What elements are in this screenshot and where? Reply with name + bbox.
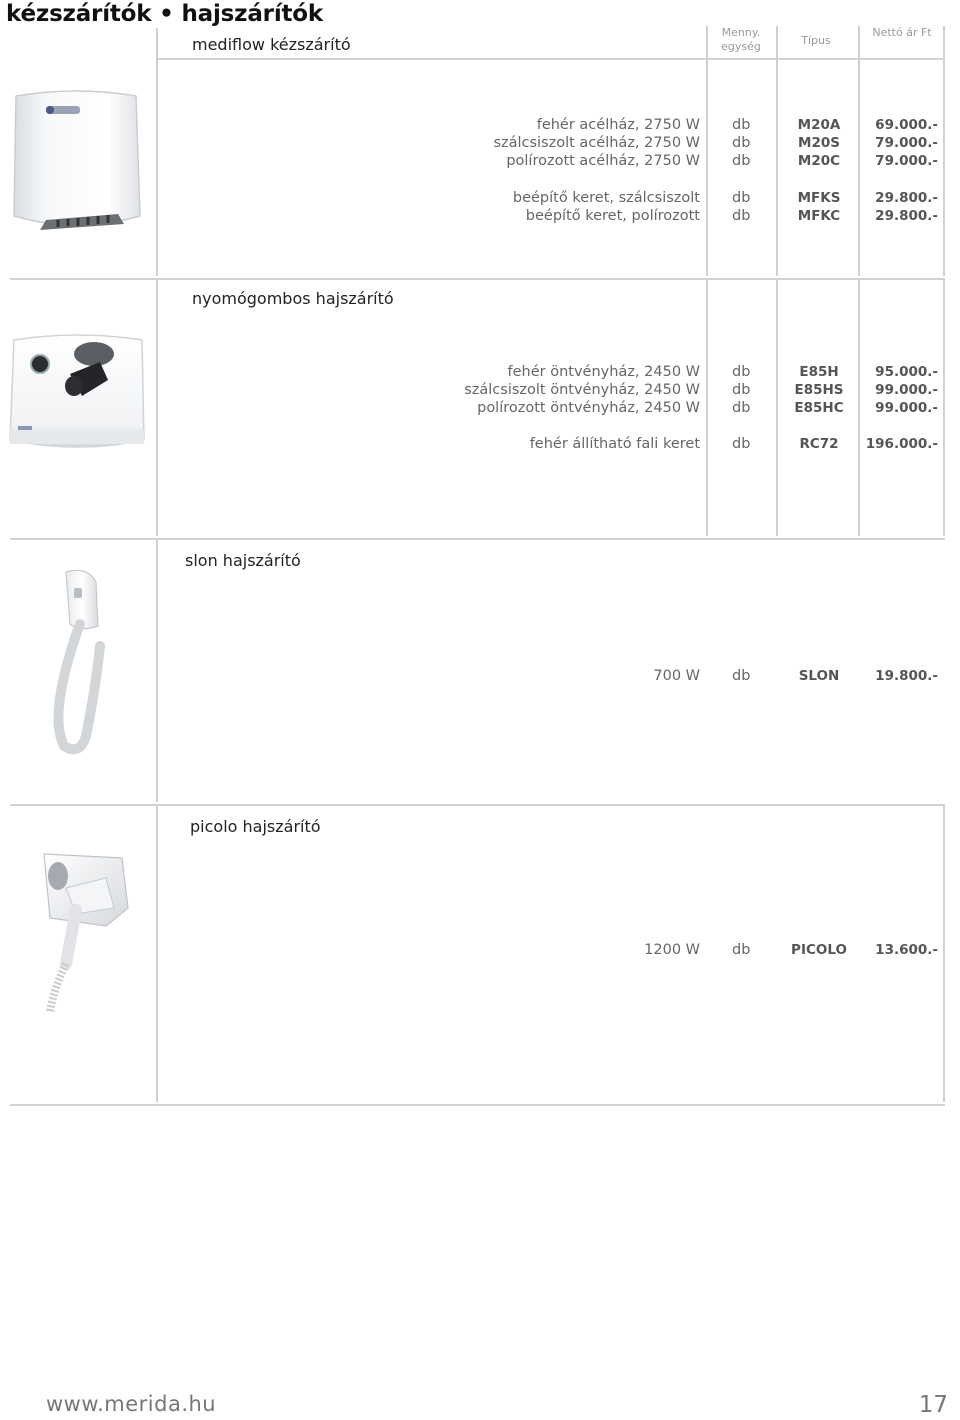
product-type: E85HC (794, 400, 844, 416)
wall-hair-dryer-image (36, 848, 136, 1018)
product-price: 19.800.- (875, 668, 938, 684)
header-divider (776, 26, 778, 58)
section-title-mediflow: mediflow kézszárító (192, 35, 351, 54)
hand-dryer-image (6, 88, 146, 238)
section-rule (10, 538, 945, 540)
product-unit: db (732, 668, 751, 684)
product-price: 79.000.- (875, 135, 938, 151)
section-title-picolo: picolo hajszárító (190, 817, 321, 836)
section-rule (10, 1104, 945, 1106)
product-unit: db (732, 135, 751, 151)
hose-hair-dryer-image (40, 566, 120, 756)
product-type: E85H (799, 364, 839, 380)
push-button-hair-dryer-image (4, 330, 152, 458)
footer-url[interactable]: www.merida.hu (46, 1392, 217, 1416)
header-divider (706, 26, 708, 58)
product-description: szálcsiszolt acélház, 2750 W (493, 135, 700, 151)
product-description: 1200 W (644, 942, 700, 958)
header-quantity: Menny. egység (721, 26, 761, 53)
product-type: PICOLO (791, 942, 847, 958)
product-row (0, 941, 960, 959)
header-type: Típus (801, 34, 831, 47)
product-type: SLON (798, 668, 840, 684)
section-rule (10, 804, 945, 806)
product-type: E85HS (794, 382, 844, 398)
product-type: M20S (798, 135, 840, 151)
product-description: fehér acélház, 2750 W (536, 117, 700, 133)
product-row (0, 667, 960, 685)
product-price: 29.800.- (875, 190, 938, 206)
product-description: fehér állítható fali keret (529, 436, 700, 452)
page-number: 17 (918, 1392, 948, 1418)
section-title-slon: slon hajszárító (185, 551, 301, 570)
product-price: 95.000.- (875, 364, 938, 380)
product-type: RC72 (799, 436, 839, 452)
product-price: 196.000.- (865, 436, 938, 452)
product-description: polírozott öntvényház, 2450 W (477, 400, 700, 416)
product-unit: db (732, 942, 751, 958)
product-price: 99.000.- (875, 382, 938, 398)
header-divider (858, 26, 860, 58)
product-type: MFKS (797, 190, 841, 206)
product-description: polírozott acélház, 2750 W (506, 153, 700, 169)
product-price: 99.000.- (875, 400, 938, 416)
product-price: 69.000.- (875, 117, 938, 133)
section-rule (10, 278, 945, 280)
product-type: M20C (797, 153, 841, 169)
product-description: szálcsiszolt öntvényház, 2450 W (464, 382, 700, 398)
section-title-push-button: nyomógombos hajszárító (192, 289, 394, 308)
product-type: M20A (797, 117, 841, 133)
product-description: beépítő keret, szálcsiszolt (512, 190, 700, 206)
header-price: Nettó ár Ft (872, 26, 932, 39)
product-unit: db (732, 208, 751, 224)
header-divider (943, 26, 945, 58)
page-title: kézszárítók • hajszárítók (6, 1, 323, 27)
product-type: MFKC (797, 208, 841, 224)
product-description: 700 W (653, 668, 700, 684)
header-bracket (156, 28, 158, 58)
product-unit: db (732, 190, 751, 206)
header-rule (156, 58, 945, 60)
product-price: 79.000.- (875, 153, 938, 169)
product-unit: db (732, 364, 751, 380)
product-unit: db (732, 382, 751, 398)
product-unit: db (732, 436, 751, 452)
product-description: fehér öntvényház, 2450 W (507, 364, 700, 380)
product-price: 13.600.- (875, 942, 938, 958)
product-unit: db (732, 400, 751, 416)
product-unit: db (732, 117, 751, 133)
product-price: 29.800.- (875, 208, 938, 224)
product-unit: db (732, 153, 751, 169)
product-description: beépítő keret, polírozott (525, 208, 700, 224)
